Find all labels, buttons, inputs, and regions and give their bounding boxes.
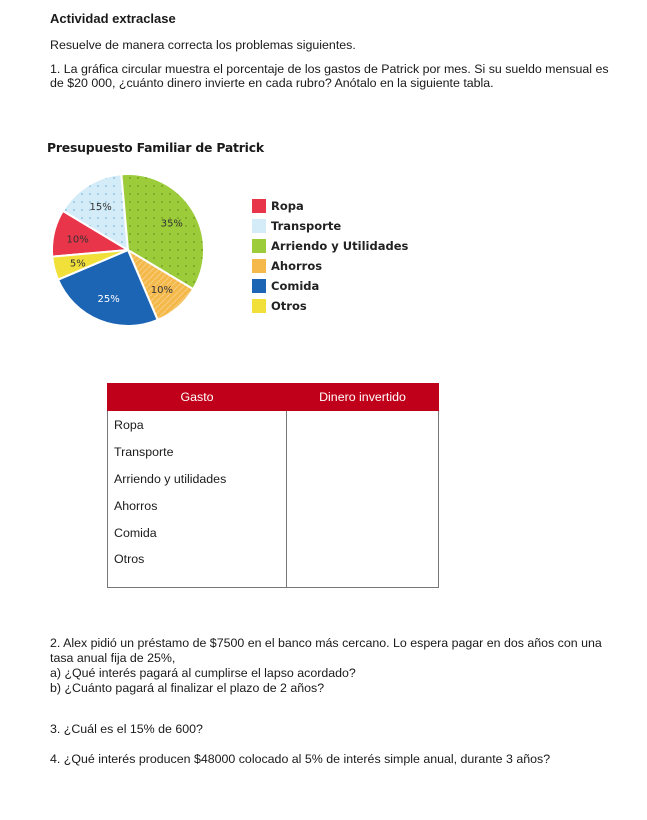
pie-label-arriendo-y-utilidades: 35% bbox=[160, 218, 183, 230]
legend-label: Ahorros bbox=[271, 259, 323, 273]
problem-4-text: 4. ¿Qué interés producen $48000 colocado al 5% de interés simple anual, durante 3 años? bbox=[50, 752, 551, 766]
table-cell-dinero[interactable] bbox=[287, 492, 439, 519]
table-cell-gasto: Ropa bbox=[108, 411, 287, 439]
legend-item-ahorros bbox=[252, 256, 408, 276]
legend-item-arriendo-y-utilidades bbox=[252, 236, 408, 256]
table-row bbox=[108, 438, 439, 465]
pie-label-ahorros: 10% bbox=[150, 285, 174, 297]
legend-swatch bbox=[252, 279, 266, 293]
pie-label-otros: 5% bbox=[69, 258, 86, 270]
expense-table bbox=[107, 383, 439, 588]
table-cell-dinero[interactable] bbox=[287, 411, 439, 439]
table-row bbox=[108, 465, 439, 492]
table-cell-gasto: Comida bbox=[108, 519, 287, 546]
table-cell-gasto: Otros bbox=[108, 546, 287, 588]
table-row bbox=[108, 546, 439, 588]
problem-3-text: 3. ¿Cuál es el 15% de 600? bbox=[50, 722, 203, 736]
problem-2a-text: a) ¿Qué interés pagará al cumplirse el lapso acordado? bbox=[50, 666, 356, 680]
table-cell-dinero[interactable] bbox=[287, 438, 439, 465]
instruction-text: Resuelve de manera correcta los problemas siguientes. bbox=[50, 38, 356, 52]
legend-item-ropa bbox=[252, 196, 408, 216]
table-cell-dinero[interactable] bbox=[287, 546, 439, 588]
legend-swatch bbox=[252, 259, 266, 273]
legend-swatch bbox=[252, 239, 266, 253]
table-header-gasto: Gasto bbox=[108, 384, 287, 411]
pie-chart bbox=[40, 160, 240, 340]
legend-label: Comida bbox=[271, 279, 320, 293]
table-row bbox=[108, 519, 439, 546]
legend-swatch bbox=[252, 219, 266, 233]
pie-label-comida: 25% bbox=[97, 293, 120, 305]
pie-label-transporte: 15% bbox=[89, 202, 112, 214]
table-cell-gasto: Transporte bbox=[108, 438, 287, 465]
page-title: Actividad extraclase bbox=[50, 11, 176, 26]
legend-label: Arriendo y Utilidades bbox=[271, 239, 409, 253]
legend-label: Ropa bbox=[271, 199, 304, 213]
legend-item-transporte bbox=[252, 216, 408, 236]
pie-label-ropa: 10% bbox=[66, 234, 89, 246]
table-row bbox=[108, 411, 439, 439]
table-cell-gasto: Ahorros bbox=[108, 492, 287, 519]
legend-item-otros bbox=[252, 296, 408, 316]
problem-2 bbox=[50, 636, 610, 696]
legend-swatch bbox=[252, 199, 266, 213]
legend-label: Transporte bbox=[271, 219, 342, 233]
problem-2-text: 2. Alex pidió un préstamo de $7500 en el banco más cercano. Lo espera pagar en dos años con una tasa anual fija de 25%, bbox=[50, 636, 602, 665]
chart-title: Presupuesto Familiar de Patrick bbox=[47, 140, 264, 155]
problem-1-text: 1. La gráfica circular muestra el porcentaje de los gastos de Patrick por mes. Si su sueldo mensual es de $20 000, ¿cuánto dinero invierte en cada rubro? Anótalo en la siguiente tabla. bbox=[50, 62, 609, 90]
table-cell-dinero[interactable] bbox=[287, 519, 439, 546]
chart-legend bbox=[252, 196, 408, 316]
legend-swatch bbox=[252, 299, 266, 313]
problem-2b-text: b) ¿Cuánto pagará al finalizar el plazo de 2 años? bbox=[50, 681, 325, 695]
table-cell-dinero[interactable] bbox=[287, 465, 439, 492]
table-cell-gasto: Arriendo y utilidades bbox=[108, 465, 287, 492]
table-row bbox=[108, 492, 439, 519]
legend-item-comida bbox=[252, 276, 408, 296]
table-header-dinero: Dinero invertido bbox=[287, 384, 439, 411]
legend-label: Otros bbox=[271, 299, 307, 313]
